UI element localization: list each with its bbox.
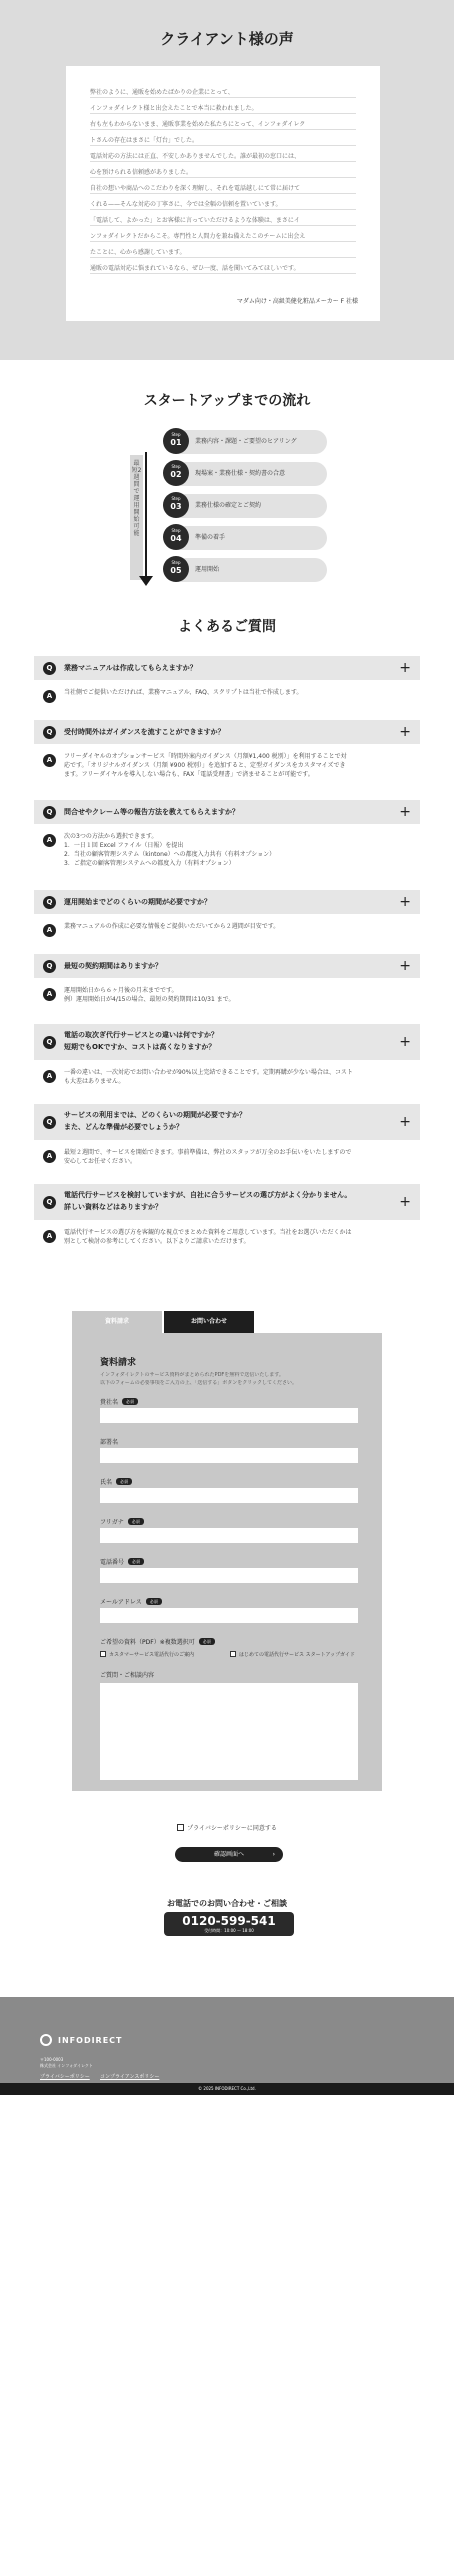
flow-step bbox=[165, 462, 327, 486]
plus-icon[interactable]: + bbox=[399, 724, 411, 740]
faq-answer-text bbox=[64, 986, 414, 1004]
privacy-consent[interactable] bbox=[0, 1823, 454, 1832]
answer-line: 運用開始日から６ヶ月後の月末までです。 bbox=[64, 987, 178, 994]
privacy-policy-link[interactable]: プライバシーポリシー bbox=[40, 2074, 90, 2080]
step-number: 03 bbox=[170, 502, 182, 511]
faq-question[interactable] bbox=[34, 890, 420, 914]
answer-icon: A bbox=[43, 754, 56, 767]
field-label-documents bbox=[100, 1637, 215, 1646]
label-text: フリガナ bbox=[100, 1519, 124, 1526]
message-textarea[interactable] bbox=[100, 1683, 358, 1780]
privacy-label: プライバシーポリシーに同意する bbox=[187, 1825, 277, 1832]
step-number: 01 bbox=[170, 438, 182, 447]
answer-line: 当社側でご提供いただければ、業務マニュアル、FAQ、スクリプトは当社で作成します。 bbox=[64, 689, 303, 696]
flow-title: スタートアップまでの流れ bbox=[143, 393, 311, 409]
footer-logo[interactable]: INFODIRECT bbox=[58, 2036, 123, 2045]
client-voice-title: クライアント様の声 bbox=[160, 30, 294, 48]
required-badge: 必須 bbox=[199, 1638, 215, 1645]
client-voice-card bbox=[66, 66, 380, 321]
plus-icon[interactable]: + bbox=[399, 804, 411, 820]
question-icon: Q bbox=[43, 1116, 56, 1129]
faq-question[interactable] bbox=[34, 800, 420, 824]
voice-line: 電話対応の方法には正直、不安しかありませんでした。誰が最初の窓口には、 bbox=[90, 152, 356, 162]
question-icon: Q bbox=[43, 1196, 56, 1209]
label-text: 電話番号 bbox=[100, 1559, 125, 1566]
company-input[interactable] bbox=[100, 1408, 358, 1423]
plus-icon[interactable]: + bbox=[399, 894, 411, 910]
tab-document-request[interactable]: 資料請求 bbox=[72, 1311, 162, 1333]
compliance-policy-link[interactable]: コンプライアンスポリシー bbox=[100, 2074, 160, 2080]
question-line: 短期でもOKですか、コストは高くなりますか？ bbox=[64, 1043, 216, 1051]
field-label-phone bbox=[100, 1557, 144, 1566]
voice-line: 弊社のように、通販を始めたばかりの企業にとって、 bbox=[90, 88, 356, 98]
flow-step bbox=[165, 430, 327, 454]
faq-question[interactable] bbox=[34, 656, 420, 680]
step-label: 現場案・業務仕様・契約書の合意 bbox=[195, 470, 286, 477]
plus-icon[interactable]: + bbox=[399, 1194, 411, 1210]
step-badge bbox=[163, 428, 189, 454]
answer-line: 例）運用開始日が4/15の場合、最短の契約期間は10/31 まで。 bbox=[64, 996, 235, 1003]
answer-line: 応です。「オリジナルガイダンス（月額 ¥900 税別）」を追加すると、定型ガイダンスをカスタマイズでき bbox=[64, 762, 346, 769]
flow-duration-label: 最短2週間で運用開始可能 bbox=[131, 460, 142, 537]
faq-question-text bbox=[64, 1189, 351, 1213]
step-badge bbox=[163, 460, 189, 486]
question-line: また、どんな準備が必要でしょうか？ bbox=[64, 1123, 183, 1131]
form-title: 資料請求 bbox=[100, 1358, 137, 1368]
label-text: 氏名 bbox=[100, 1479, 113, 1486]
faq-answer-text bbox=[64, 1148, 414, 1166]
step-word: Step bbox=[171, 432, 181, 437]
plus-icon[interactable]: + bbox=[399, 1034, 411, 1050]
document-option[interactable] bbox=[230, 1651, 355, 1658]
answer-line: 次の3つの方法から選択できます。 bbox=[64, 833, 158, 840]
answer-line: 3．ご指定の顧客管理システムへの都度入力（有料オプション） bbox=[64, 860, 235, 867]
answer-line: も大差はありません。 bbox=[64, 1078, 125, 1085]
tab-contact[interactable]: お問い合わせ bbox=[164, 1311, 254, 1333]
field-label-furigana bbox=[100, 1517, 144, 1526]
faq-question-text bbox=[64, 1109, 246, 1133]
question-icon: Q bbox=[43, 726, 56, 739]
voice-line: たことに、心から感謝しています。 bbox=[90, 248, 356, 258]
answer-line: 最短２週間で、サービスを開始できます。事前準備は、弊社のスタッフが万全のお手伝いをいたしますので bbox=[64, 1149, 352, 1156]
field-label-message bbox=[100, 1670, 154, 1679]
answer-icon: A bbox=[43, 988, 56, 1001]
required-badge: 必須 bbox=[122, 1398, 138, 1405]
step-number: 02 bbox=[170, 470, 182, 479]
confirm-button-label: 確認画面へ bbox=[213, 1851, 244, 1858]
tel-heading: お電話でのお問い合わせ・ご相談 bbox=[167, 1899, 287, 1908]
arrow-right-icon: › bbox=[272, 1851, 275, 1858]
answer-icon: A bbox=[43, 1230, 56, 1243]
faq-question[interactable] bbox=[34, 1024, 420, 1060]
answer-line: 業務マニュアルの作成に必要な情報をご提供いただいてから２週間が目安です。 bbox=[64, 923, 280, 930]
question-line: 電話の取次ぎ代行サービスとの違いは何ですか？ bbox=[64, 1031, 218, 1039]
answer-icon: A bbox=[43, 1070, 56, 1083]
answer-line: 2．当社の顧客管理システム（kintone）への都度入力共有（有料オプション） bbox=[64, 851, 276, 858]
question-icon: Q bbox=[43, 662, 56, 675]
voice-line: 「電話して、よかった」とお客様に言っていただけるような体験は、まさにイ bbox=[90, 216, 356, 226]
faq-answer-text bbox=[64, 832, 414, 868]
footer-address: 〒100-0003 bbox=[40, 2057, 64, 2062]
required-badge: 必須 bbox=[128, 1518, 144, 1525]
step-label: 業務内容・課題・ご要望のヒアリング bbox=[195, 438, 297, 445]
step-word: Step bbox=[171, 496, 181, 501]
faq-answer-text bbox=[64, 1228, 414, 1246]
step-label: 運用開始 bbox=[195, 566, 220, 573]
voice-line: 心を預けられる信頼感がありました。 bbox=[90, 168, 356, 178]
step-badge bbox=[163, 556, 189, 582]
tel-hours: 受付時間：10:00 ～ 18:00 bbox=[204, 1928, 254, 1933]
option-label: はじめての電話代行サービス スタートアップガイド bbox=[239, 1652, 355, 1658]
form-description: 以下のフォームの必要事項をご入力の上、「送信する」ボタンをクリックしてください。 bbox=[100, 1380, 298, 1386]
footer-company: 株式会社 インフォダイレクト bbox=[40, 2063, 93, 2068]
label-text: 部署名 bbox=[100, 1439, 119, 1446]
question-icon: Q bbox=[43, 960, 56, 973]
flow-arrow-line bbox=[145, 452, 147, 582]
faq-question[interactable] bbox=[34, 1184, 420, 1220]
step-label: 準備の着手 bbox=[195, 534, 226, 541]
answer-icon: A bbox=[43, 834, 56, 847]
step-badge bbox=[163, 492, 189, 518]
furigana-input[interactable] bbox=[100, 1528, 358, 1543]
faq-question-text: 業務マニュアルは作成してもらえますか？ bbox=[64, 664, 197, 672]
step-number: 04 bbox=[170, 534, 182, 543]
required-badge: 必須 bbox=[146, 1598, 162, 1605]
question-icon: Q bbox=[43, 896, 56, 909]
label-text: ご質問・ご相談内容 bbox=[100, 1672, 155, 1679]
department-input[interactable] bbox=[100, 1448, 358, 1463]
voice-line: 右も左もわからないまま、通販事業を始めた私たちにとって、インフォダイレク bbox=[90, 120, 356, 130]
faq-question[interactable] bbox=[34, 954, 420, 978]
question-line: 詳しい資料などはありますか？ bbox=[64, 1203, 162, 1211]
confirm-button[interactable] bbox=[175, 1847, 283, 1862]
document-option[interactable] bbox=[100, 1651, 194, 1658]
required-badge: 必須 bbox=[116, 1478, 132, 1485]
field-label-company bbox=[100, 1397, 138, 1406]
answer-line: ます。フリーダイヤルを導入しない場合も、FAX「電話受理書」で済ませることが可能です。 bbox=[64, 771, 314, 778]
faq-question[interactable] bbox=[34, 1104, 420, 1140]
step-label: 業務仕様の確定とご契約 bbox=[195, 502, 262, 509]
copyright: © 2025 INFODIRECT Co.,Ltd. bbox=[0, 2083, 454, 2095]
answer-line: 一番の違いは、一次対応でお問い合わせが90%以上完結できることです。定期再購が少ない場合は、コスト bbox=[64, 1069, 353, 1076]
faq-title: よくあるご質問 bbox=[178, 619, 276, 635]
faq-answer-text bbox=[64, 922, 414, 931]
tel-button[interactable] bbox=[164, 1912, 294, 1936]
question-line: サービスの利用までは、どのくらいの期間が必要ですか？ bbox=[64, 1111, 246, 1119]
email-input[interactable] bbox=[100, 1608, 358, 1623]
faq-answer-text bbox=[64, 752, 414, 779]
required-badge: 必須 bbox=[128, 1558, 144, 1565]
faq-answer-text bbox=[64, 1068, 414, 1086]
answer-icon: A bbox=[43, 690, 56, 703]
flow-step bbox=[165, 558, 327, 582]
voice-line: 通販の電話対応に悩まれているなら、ぜひ一度、話を聞いてみてほしいです。 bbox=[90, 264, 356, 274]
label-text: ご希望の資料（PDF）※複数選択可 bbox=[100, 1639, 195, 1646]
field-label-email bbox=[100, 1597, 162, 1606]
flow-step bbox=[165, 494, 327, 518]
plus-icon[interactable]: + bbox=[399, 958, 411, 974]
step-badge bbox=[163, 524, 189, 550]
answer-line: 別として検討の参考にしてください。以下よりご請求いただけます。 bbox=[64, 1238, 250, 1245]
answer-line: 安心してお任せください。 bbox=[64, 1158, 137, 1165]
faq-question[interactable] bbox=[34, 720, 420, 744]
faq-question-text bbox=[64, 1029, 218, 1053]
faq-question-text: 運用開始までどのくらいの期間が必要ですか？ bbox=[64, 898, 211, 906]
step-word: Step bbox=[171, 560, 181, 565]
voice-line: くれる——そんな対応の丁寧さに、今では全幅の信頼を置いています。 bbox=[90, 200, 356, 210]
faq-question-text: 問合せやクレーム等の報告方法を教えてもらえますか？ bbox=[64, 808, 239, 816]
flow-step bbox=[165, 526, 327, 550]
option-label: カスタマーサービス電話代行のご案内 bbox=[109, 1652, 195, 1658]
answer-icon: A bbox=[43, 924, 56, 937]
privacy-checkbox[interactable] bbox=[177, 1824, 184, 1831]
phone-input[interactable] bbox=[100, 1568, 358, 1583]
checkbox[interactable] bbox=[100, 1651, 106, 1657]
faq-answer-text bbox=[64, 688, 414, 697]
question-icon: Q bbox=[43, 806, 56, 819]
plus-icon[interactable]: + bbox=[399, 1114, 411, 1130]
voice-line: ンフォダイレクトだからこそ。専門性と人間力を兼ね備えたこのチームに出会え bbox=[90, 232, 356, 242]
name-input[interactable] bbox=[100, 1488, 358, 1503]
step-word: Step bbox=[171, 528, 181, 533]
logo-icon bbox=[40, 2034, 52, 2046]
tel-number: 0120-599-541 bbox=[182, 1914, 276, 1928]
field-label-department bbox=[100, 1437, 118, 1446]
question-line: 電話代行サービスを検討していますが、自社に合うサービスの選び方がよく分かりません。 bbox=[64, 1191, 352, 1199]
voice-author: マダム向け・高級美健化粧品メーカー F 社様 bbox=[236, 298, 358, 305]
voice-line: インフォダイレクト様と出会えたことで本当に救われました。 bbox=[90, 104, 356, 114]
voice-line: トさんの存在はまさに「灯台」でした。 bbox=[90, 136, 356, 146]
answer-line: 電話代行サービスの選び方を客観的な視点でまとめた資料をご用意しています。当社をお選びいただくかは bbox=[64, 1229, 352, 1236]
voice-line: 自社の想いや商品へのこだわりを深く理解し、それを電話越しにて常に届けて bbox=[90, 184, 356, 194]
step-word: Step bbox=[171, 464, 181, 469]
answer-line: フリーダイヤルのオプションサービス「時間外案内ガイダンス（月額¥1,400 税別）」を利用することで対 bbox=[64, 753, 347, 760]
faq-question-text: 受付時間外はガイダンスを流すことができますか？ bbox=[64, 728, 225, 736]
step-number: 05 bbox=[170, 566, 182, 575]
faq-question-text: 最短の契約期間はありますか？ bbox=[64, 962, 162, 970]
field-label-name bbox=[100, 1477, 132, 1486]
answer-icon: A bbox=[43, 1150, 56, 1163]
flow-arrow-icon bbox=[139, 576, 153, 586]
plus-icon[interactable]: + bbox=[399, 660, 411, 676]
label-text: メールアドレス bbox=[100, 1599, 142, 1606]
checkbox[interactable] bbox=[230, 1651, 236, 1657]
label-text: 貴社名 bbox=[100, 1399, 119, 1406]
form-description: インフォダイレクトのサービス資料がまとめられたPDFを無料で送信いたします。 bbox=[100, 1372, 284, 1378]
answer-line: 1．一日１回 Excel ファイル（日報）を提出 bbox=[64, 842, 184, 849]
question-icon: Q bbox=[43, 1036, 56, 1049]
